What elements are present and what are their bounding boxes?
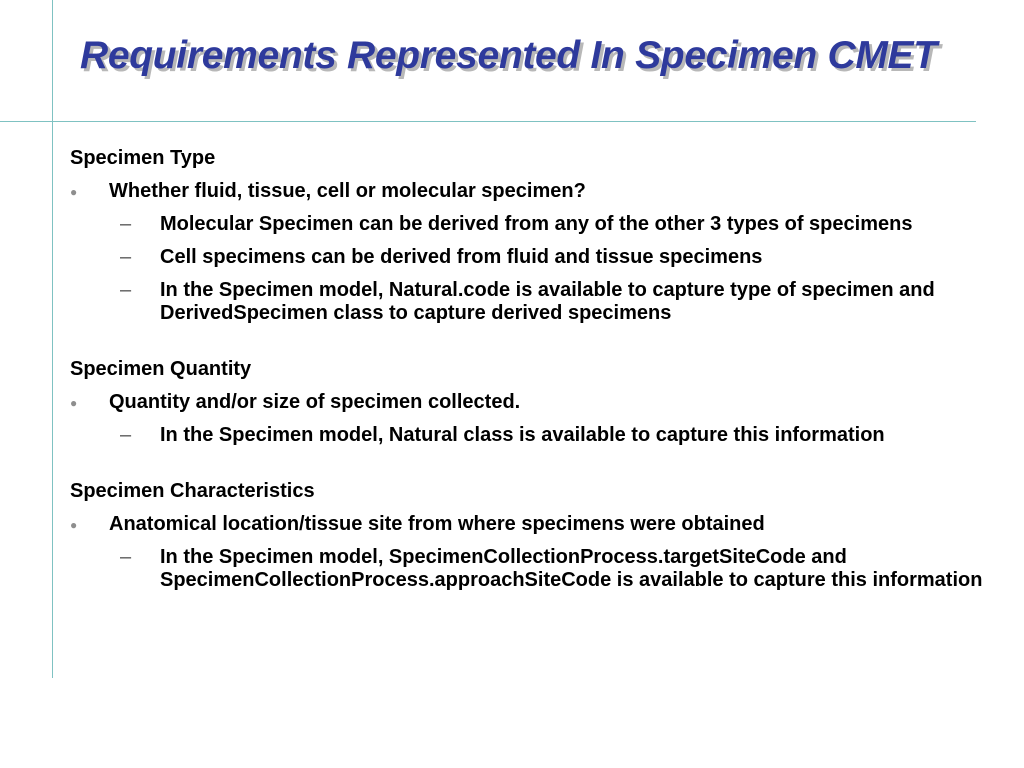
bullet-text: Anatomical location/tissue site from where specimens were obtained: [109, 513, 765, 535]
vertical-rule: [52, 0, 53, 678]
slide-body: [70, 147, 1010, 602]
sub-item: [70, 279, 1010, 325]
dash-icon: –: [120, 213, 132, 235]
sub-item: [70, 246, 1010, 269]
sub-item-text: In the Specimen model, Natural.code is available to capture type of specimen and DerivedSpecimen class to capture derived specimens: [160, 279, 935, 324]
bullet-text: Whether fluid, tissue, cell or molecular specimen?: [109, 180, 586, 202]
slide-title: Requirements Represented In Specimen CMET: [80, 34, 937, 77]
sub-item-text: Molecular Specimen can be derived from any of the other 3 types of specimens: [160, 213, 913, 235]
sub-item: [70, 546, 1010, 592]
bullet-dot-icon: ●: [70, 518, 78, 532]
dash-icon: –: [120, 424, 132, 446]
section-heading: Specimen Characteristics: [70, 480, 315, 502]
bullet-item: [70, 391, 1010, 414]
dash-icon: –: [120, 546, 132, 568]
sub-item: [70, 424, 1010, 447]
sub-item-text: In the Specimen model, SpecimenCollectionProcess.targetSiteCode and SpecimenCollectionProcess.approachSiteCode is available to capture this information: [160, 546, 983, 591]
sub-item-text: In the Specimen model, Natural class is available to capture this information: [160, 424, 885, 446]
section-heading: Specimen Quantity: [70, 358, 252, 380]
sub-item-text: Cell specimens can be derived from fluid and tissue specimens: [160, 246, 763, 268]
section-specimen-type: [70, 147, 1010, 325]
sub-item: [70, 213, 1010, 236]
section-heading: Specimen Type: [70, 147, 216, 169]
section-specimen-quantity: [70, 358, 1010, 447]
bullet-dot-icon: ●: [70, 185, 78, 199]
bullet-dot-icon: ●: [70, 396, 78, 410]
bullet-item: [70, 513, 1010, 536]
horizontal-rule: [0, 121, 976, 122]
section-specimen-characteristics: [70, 480, 1010, 592]
bullet-item: [70, 180, 1010, 203]
dash-icon: –: [120, 246, 132, 268]
dash-icon: –: [120, 279, 132, 301]
bullet-text: Quantity and/or size of specimen collected.: [109, 391, 521, 413]
